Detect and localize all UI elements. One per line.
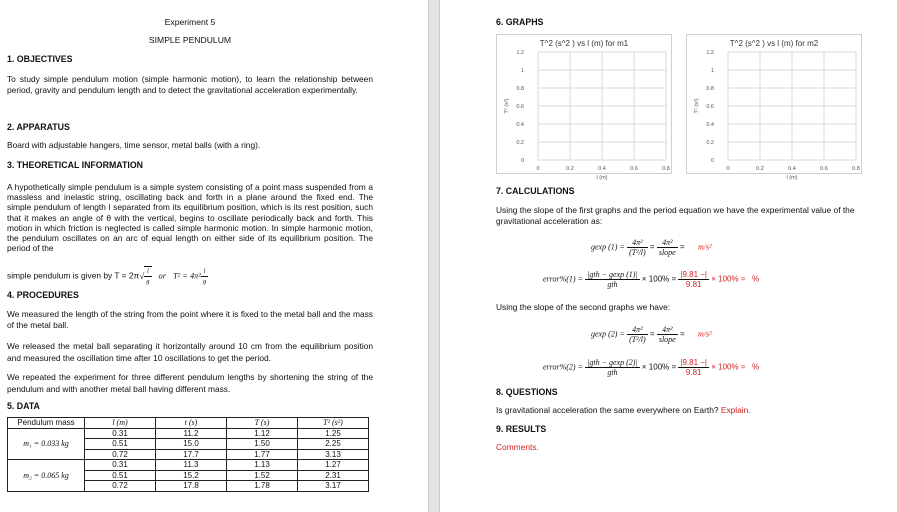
- percent-sign: %: [752, 274, 760, 284]
- procedures-p1: We measured the length of the string from the point where it is fixed to the metal ball and the mass of the metal ball.: [7, 309, 373, 330]
- graphs-area: [496, 34, 860, 181]
- table-cell: 1.13: [227, 460, 298, 471]
- frac-den: slope: [658, 335, 676, 344]
- table-cell: 1.12: [227, 428, 298, 439]
- chart-xtick-label: 0.6: [630, 166, 638, 172]
- unit-label: m/s²: [697, 242, 712, 252]
- table-cell: 15.2: [156, 470, 227, 481]
- frac-num: 4π²: [627, 325, 648, 335]
- gexp1-frac-b: [657, 238, 678, 257]
- eq-sign: =: [649, 242, 655, 252]
- table-cell: 0.31: [85, 428, 156, 439]
- unit-label: m/s²: [697, 329, 712, 339]
- chart-xlabel: l (m): [596, 175, 608, 181]
- table-row: [8, 460, 369, 471]
- chart-ytick-label: 0.2: [516, 140, 524, 146]
- gexp2-frac-b: [657, 325, 678, 344]
- chart-ytick-label: 1: [710, 68, 714, 74]
- mass-cell-m2: m₂ = 0.065 kg: [8, 460, 85, 492]
- heading-graphs: 6. GRAPHS: [496, 17, 544, 27]
- chart-xtick-label: 0.8: [662, 166, 670, 172]
- chart-xtick-label: 0.6: [820, 166, 828, 172]
- frac-num: 4π²: [657, 325, 678, 335]
- table-cell: 1.52: [227, 470, 298, 481]
- table-cell: 3.13: [298, 449, 369, 460]
- table-cell: 15.0: [156, 439, 227, 450]
- heading-questions: 8. QUESTIONS: [496, 387, 558, 397]
- frac-num: 4π²: [627, 238, 648, 248]
- error1-frac: [585, 270, 639, 289]
- frac-den: slope: [658, 248, 676, 257]
- frac-den: 9.81: [685, 368, 702, 377]
- formula-or: or: [158, 271, 166, 281]
- sqrt-l-over-g: √ $\frac{l}{g}$: [139, 268, 150, 285]
- error2-value-frac: [678, 358, 709, 377]
- error1-equation: [543, 270, 759, 289]
- table-cell: 17.8: [156, 481, 227, 492]
- frac-num: 4π²: [657, 238, 678, 248]
- chart-xtick-label: 0.2: [756, 166, 764, 172]
- chart-ytick-label: 1: [520, 68, 524, 74]
- percent-sign: %: [752, 362, 760, 372]
- apparatus-text: Board with adjustable hangers, time sensor, metal balls (with a ring).: [7, 140, 261, 150]
- heading-calculations: 7. CALCULATIONS: [496, 186, 575, 196]
- eq-sign: =: [649, 329, 655, 339]
- gexp1-equation: [591, 238, 711, 257]
- frac-num: |9.81 −|: [680, 270, 708, 279]
- l-over-g-fraction: $\frac{l}{g}$: [202, 267, 207, 285]
- heading-results: 9. RESULTS: [496, 424, 547, 434]
- chart-m1: [497, 35, 672, 182]
- table-cell: 0.51: [85, 439, 156, 450]
- chart-ytick-label: 0: [710, 158, 714, 164]
- table-cell: 1.77: [227, 449, 298, 460]
- times-100: × 100% =: [711, 362, 746, 372]
- error1-lhs: error%(1) =: [543, 274, 583, 284]
- eq-sign: =: [679, 329, 685, 339]
- times-100: × 100% =: [641, 362, 677, 372]
- procedures-p3: We repeated the experiment for three different pendulum lengths by shortening the string of the pendulum and with another metal ball having different mass.: [7, 372, 373, 394]
- chart-ytick-label: 0.8: [706, 86, 714, 92]
- frac-den: gth: [607, 368, 618, 377]
- chart-ytick-label: 0.8: [516, 86, 524, 92]
- table-row: [8, 428, 369, 439]
- error2-frac: [585, 358, 639, 377]
- frac-num: |gth − gexp (1)|: [587, 270, 638, 279]
- frac-den: 9.81: [685, 280, 702, 289]
- question-explain: Explain.: [720, 405, 751, 415]
- col-header-length: l (m): [85, 418, 156, 429]
- heading-procedures: 4. PROCEDURES: [7, 290, 79, 300]
- table-header-row: [8, 418, 369, 429]
- data-table: [7, 417, 369, 492]
- calculations-text: Using the slope of the first graphs and the period equation we have the experimental value of the gravitational acceleration as:: [496, 205, 855, 226]
- gexp1-lhs: gexp (1) =: [591, 242, 625, 252]
- col-header-time: t (s): [156, 418, 227, 429]
- doc-subtitle: SIMPLE PENDULUM: [148, 35, 232, 45]
- calculations-text-2: Using the slope of the second graphs we have:: [496, 302, 671, 312]
- chart-xtick-label: 0.2: [566, 166, 574, 172]
- chart-ytick-label: 0: [520, 158, 524, 164]
- table-cell: 3.17: [298, 481, 369, 492]
- theory-text: A hypothetically simple pendulum is a simple system consisting of a point mass suspended from a massless and inelastic string, oscillating back and forth in a plane around the fixed end. The simple pendulum of length l separated from its equilibrium position, which is its rest position, such that it makes an angle of θ with the vertical, begins to oscillate periodically back and forth. This motion in which friction is neglected is called simple harmonic motion. In simple harmonic motion, the pendulum oscillates on an arc of equal length on either side of its equilibrium position. The period of the: [7, 182, 373, 254]
- chart-xtick-label: 0.4: [598, 166, 606, 172]
- gexp2-equation: [591, 325, 711, 344]
- frac-den: (T²/l): [629, 335, 646, 344]
- table-cell: 11.2: [156, 428, 227, 439]
- chart-ytick-label: 0.2: [706, 140, 714, 146]
- mass-cell-m1: m₁ = 0.033 kg: [8, 428, 85, 460]
- heading-apparatus: 2. APPARATUS: [7, 122, 70, 132]
- chart-xtick-label: 0: [726, 166, 730, 172]
- frac-num: |gth − gexp (2)|: [587, 358, 638, 367]
- table-cell: 1.27: [298, 460, 369, 471]
- frac-den: (T²/l): [629, 248, 646, 257]
- chart-ylabel: T² (s²): [694, 98, 700, 114]
- table-cell: 0.72: [85, 481, 156, 492]
- table-cell: 0.72: [85, 449, 156, 460]
- heading-theory: 3. THEORETICAL INFORMATION: [7, 160, 144, 170]
- frac-den: gth: [607, 280, 618, 289]
- theory-formula: [7, 266, 373, 286]
- chart-ytick-label: 0.6: [516, 104, 524, 110]
- chart-xtick-label: 0.4: [788, 166, 796, 172]
- formula-lead: simple pendulum is given by T = 2π: [7, 270, 140, 281]
- chart-ylabel: T² (s²): [504, 98, 510, 114]
- table-cell: 2.25: [298, 439, 369, 450]
- error1-value-frac: [678, 270, 709, 289]
- table-cell: 1.50: [227, 439, 298, 450]
- frac-num: |9.81 −|: [680, 358, 708, 367]
- formula-t2: T² = 4π²: [172, 271, 201, 281]
- table-cell: 11.3: [156, 460, 227, 471]
- procedures-p2: We released the metal ball separating it horizontally around 10 cm from the equilibrium position and measured the oscillation time after 10 oscillations to get the period.: [7, 341, 373, 363]
- error2-equation: [543, 358, 759, 377]
- doc-title: Experiment 5: [164, 17, 216, 27]
- page-separator: [428, 0, 440, 512]
- chart-ytick-label: 1.2: [516, 50, 524, 56]
- error2-lhs: error%(2) =: [543, 362, 583, 372]
- table-cell: 0.31: [85, 460, 156, 471]
- col-header-mass: Pendulum mass: [8, 418, 85, 429]
- chart-ytick-label: 0.4: [516, 122, 524, 128]
- gexp2-frac-a: [627, 325, 648, 344]
- question-body: Is gravitational acceleration the same everywhere on Earth?: [496, 405, 719, 415]
- eq-sign: =: [679, 242, 685, 252]
- chart-xlabel: l (m): [786, 175, 798, 181]
- chart-ytick-label: 0.6: [706, 104, 714, 110]
- chart-title: T^2 (s^2 ) vs l (m) for m1: [539, 39, 629, 48]
- heading-objectives: 1. OBJECTIVES: [7, 54, 73, 64]
- table-cell: 17.7: [156, 449, 227, 460]
- table-cell: 1.78: [227, 481, 298, 492]
- col-header-period-squared: T² (s²): [298, 418, 369, 429]
- gexp1-frac-a: [627, 238, 648, 257]
- chart-ytick-label: 1.2: [706, 50, 714, 56]
- times-100: × 100% =: [641, 274, 677, 284]
- heading-data: 5. DATA: [7, 401, 40, 411]
- table-cell: 1.25: [298, 428, 369, 439]
- chart-title: T^2 (s^2 ) vs l (m) for m2: [729, 39, 819, 48]
- results-comments: Comments.: [496, 442, 539, 452]
- chart-xtick-label: 0: [536, 166, 540, 172]
- times-100: × 100% =: [711, 274, 746, 284]
- table-cell: 0.51: [85, 470, 156, 481]
- table-cell: 2.31: [298, 470, 369, 481]
- objectives-text: To study simple pendulum motion (simple harmonic motion), to learn the relationship between period, gravity and pendulum length and to detect the gravitational acceleration experimentally.: [7, 74, 373, 95]
- chart-m2: [687, 35, 862, 182]
- chart-xtick-label: 0.8: [852, 166, 860, 172]
- col-header-period: T (s): [227, 418, 298, 429]
- questions-text: [496, 405, 866, 416]
- gexp2-lhs: gexp (2) =: [591, 329, 625, 339]
- chart-ytick-label: 0.4: [706, 122, 714, 128]
